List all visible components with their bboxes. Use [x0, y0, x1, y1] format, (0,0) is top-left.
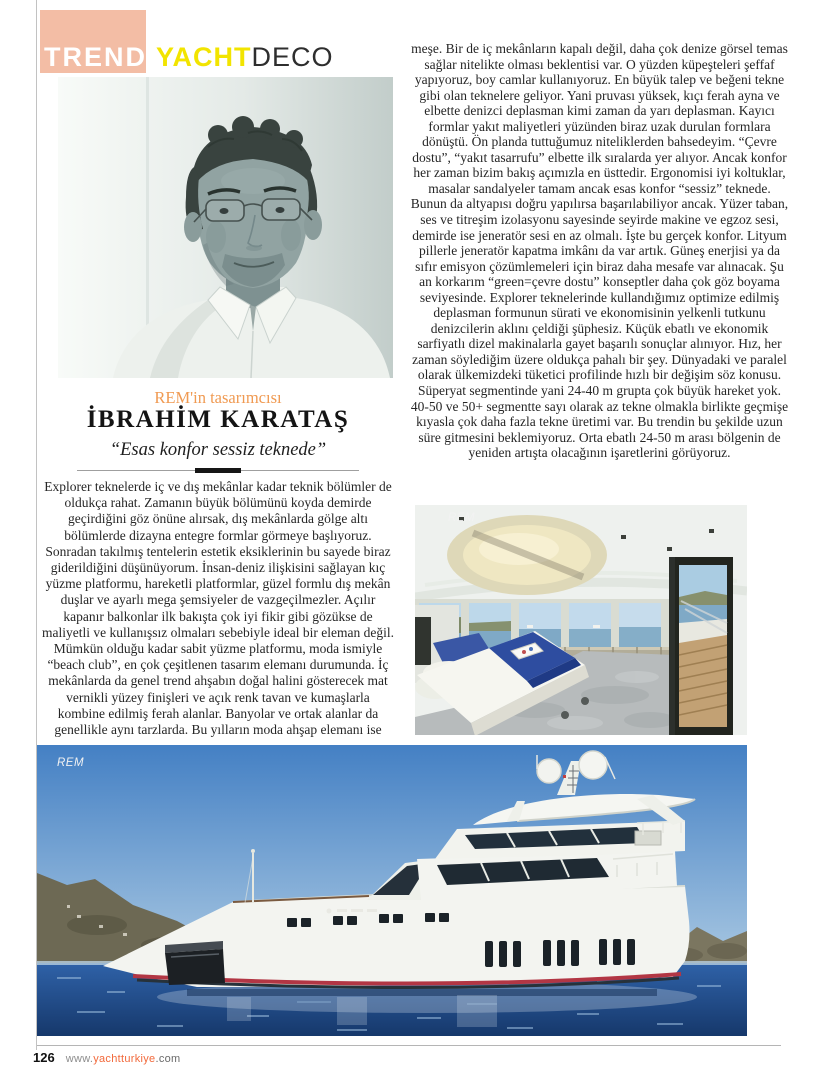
site-url: [66, 1053, 181, 1065]
exterior-photo-label: REM: [57, 757, 85, 769]
divider-accent: [195, 468, 241, 473]
article-right-column: meşe. Bir de iç mekânların kapalı değil, daha çok denize görsel temas sağlar nitelikte olması beklentisi var. O yüzden küpeşteleri şeffaf yapıyoruz, boy camlar kullanıyoruz. En büyük talep ve beğeni tekne gibi olan teknelere geliyor. Yani pruvası yüksek, kıçı ferah ayna ve elbette denizci deplasman kimi zaman da yarı deplasman. Kayıcı formlar yakıt maliyetleri yüzünden biraz uzak durulan formlara dönüştü. Ön planda tuttuğumuz niteliklerden bahsedeyim. “Çevre dostu”, “yakıt tasarrufu” elbette ilk sıralarda yer alıyor. Ancak konfor her zaman bizim bakış açımızla en üsttedir. Ergonomisi iyi koltuklar, masalar sandalyeler tamam ancak esas konfor “sessiz” teknede. Bunun da altyapısı doğru yapılırsa başarılabiliyor ancak. Yüzer taban, ses ve titreşim izolasyonu sayesinde seyirde makine ve egzoz sesi, demirde ise jeneratör sesi en az olmalı. İşte bu gerçek konfor. Lityum pillerle jeneratör kapatma imkânı da var artık. Güneş enerjisi ya da sıfır emisyon çözümlemeleri için biraz daha mesafe var alınacak. Şu an korkarım “green=çevre dostu” konseptler daha çok göz boyama seviyesinde. Explorer teknelerinde kullandığımız optimize edilmiş deplasman formunun sürati ve ekonomisinin yelkenli tutkunu denizcilerin aklını çeldiği şüphesiz. Küçük ebatlı ve ekonomik sarfiyatlı dizel makinalarla gayet başarılı sonuçlar alınıyor. Hız, her zaman söylediğim üzere oldukça pahalı bir şey. Dünyadaki ve paralel olarak ülkemizdeki tüketici profilinde hızlı bir değişim söz konusu. Süperyat segmentinde yani 24-40 m grupta çok büyük hareket yok. 40-50 ve 50+ segmentte sayı olarak az tekne olmakla birlikte geçmişe kıyasla çok daha fazla tekne üretimi var. Bu trendin bu şekilde uzun süre gitmesini beklemiyoruz. Orta ebatlı 24-50 m arası bölgenin de yeniden artışta olacağının işaretlerini görüyoruz.: [410, 41, 789, 461]
portrait-photo: [58, 77, 393, 378]
section-header: [44, 44, 334, 71]
article-quote: “Esas konfor sessiz teknede”: [109, 440, 327, 460]
url-com: .com: [155, 1053, 181, 1065]
url-www: www.: [65, 1053, 94, 1065]
article-left-column: Explorer teknelerde iç ve dış mekânlar kadar teknik bölümler de oldukça rahat. Zamanın büyük bölümünü koyda demirde geçirdiğini göz önüne alırsak, dış mekânlarda gölge altı bölümlerde dizayna entegre formlar görmeye başlıyoruz. Sonradan takılmış tentelerin estetik eksiklerinin bu sayede biraz giderildiğini düşünüyorum. İnsan-deniz ilişkisini sağlayan kıç yüzme platformu, hareketli platformlar, güzel formlu dış mekân duşlar ve ayarlı mega şemsiyeler de vazgeçilmezler. Açılır kapanır balkonlar ilk bakışta çok iyi fikir gibi gözükse de maliyetli ve kullanışsız olmaları sebebiyle ideal bir eleman değil. Mümkün olduğu kadar sabit yüzme platformu, moda ismiyle “beach club”, en çok çeşitlenen tasarım elemanı durumunda. İç mekânlarda da genel trend ahşabın doğal halini gösterecek mat vernikli yüzey finişleri ve açık renk tavan ve kumaşlarla kombine edilmiş ferah alanlar. Banyolar ve ortak alanlar da genellikle aynı tarzlarda. Bu yılların moda ahşap elemanı ise: [42, 479, 395, 738]
interior-photo: [415, 505, 747, 735]
page-number: 126: [33, 1050, 55, 1065]
footer-rule: [37, 1045, 781, 1046]
portrait-illustration: [58, 77, 393, 378]
brand-label-deco: DECO: [251, 42, 334, 72]
brand-label-yacht: YACHT: [156, 42, 252, 72]
interior-illustration: [415, 505, 747, 735]
footer: [33, 1050, 181, 1065]
article-title: İBRAHİM KARATAŞ: [86, 406, 350, 433]
article-kicker: REM'in tasarımcısı: [154, 388, 282, 407]
url-brand: yachtturkiye: [93, 1053, 156, 1065]
exterior-photo: [37, 745, 747, 1036]
exterior-illustration: [37, 745, 747, 1036]
title-divider: [40, 467, 396, 475]
section-label-trend: TREND: [44, 42, 147, 72]
interior-photo-label: REM: [448, 512, 476, 524]
